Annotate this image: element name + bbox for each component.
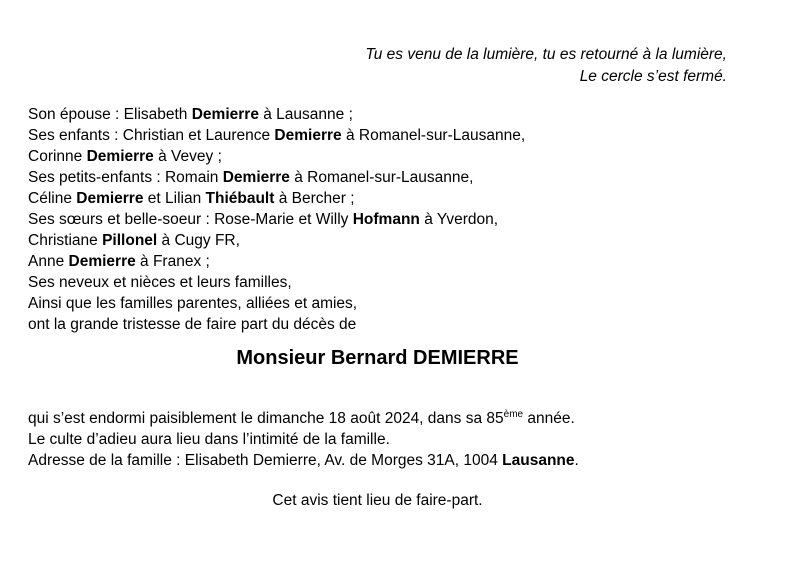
text-segment: et Lilian bbox=[143, 190, 206, 207]
epigraph bbox=[28, 44, 727, 88]
surname-bold: Thiébault bbox=[205, 190, 275, 207]
surname-bold: Pillonel bbox=[102, 232, 158, 249]
surname-bold: Demierre bbox=[76, 190, 144, 207]
text-line bbox=[28, 314, 727, 335]
text-segment: . bbox=[574, 452, 579, 469]
text-segment: à Franex ; bbox=[135, 253, 210, 270]
ordinal-superscript: ème bbox=[503, 408, 524, 420]
text-segment: à Yverdon, bbox=[419, 211, 499, 228]
funeral-details-paragraph bbox=[28, 408, 727, 471]
text-line bbox=[28, 104, 727, 125]
text-segment: à Lausanne ; bbox=[258, 106, 353, 123]
text-line bbox=[28, 146, 727, 167]
text-line bbox=[28, 167, 727, 188]
text-segment: année. bbox=[523, 410, 575, 427]
text-segment: à Bercher ; bbox=[274, 190, 355, 207]
surname-bold: Demierre bbox=[68, 253, 136, 270]
epigraph-line-1: Tu es venu de la lumière, tu es retourné à la lumière, bbox=[365, 46, 727, 63]
text-segment: Ses sœurs et belle-soeur : Rose-Marie et Willy bbox=[28, 211, 353, 228]
surname-bold: Lausanne bbox=[502, 452, 575, 469]
text-segment: Ainsi que les familles parentes, alliées et amies, bbox=[28, 295, 358, 312]
epigraph-line-2: Le cercle s’est fermé. bbox=[579, 68, 727, 85]
text-segment: Adresse de la famille : Elisabeth Demierre, Av. de Morges 31A, 1004 bbox=[28, 452, 503, 469]
text-line bbox=[28, 125, 727, 146]
text-segment: Corinne bbox=[28, 148, 87, 165]
text-segment: Son épouse : Elisabeth bbox=[28, 106, 192, 123]
text-line bbox=[28, 450, 727, 471]
text-segment: qui s’est endormi paisiblement le dimanche 18 août 2024, dans sa 85 bbox=[28, 410, 504, 427]
text-segment: à Vevey ; bbox=[153, 148, 222, 165]
text-line bbox=[28, 209, 727, 230]
text-segment: ont la grande tristesse de faire part du décès de bbox=[28, 316, 357, 333]
closing-statement: Cet avis tient lieu de faire-part. bbox=[272, 492, 483, 509]
text-segment: à Romanel-sur-Lausanne, bbox=[341, 127, 526, 144]
text-line bbox=[28, 408, 727, 429]
surname-bold: Demierre bbox=[222, 169, 290, 186]
text-segment: Ses petits-enfants : Romain bbox=[28, 169, 223, 186]
surname-bold: Demierre bbox=[274, 127, 342, 144]
text-line bbox=[28, 293, 727, 314]
text-segment: Anne bbox=[28, 253, 69, 270]
text-line bbox=[28, 230, 727, 251]
text-line bbox=[28, 272, 727, 293]
surname-bold: Demierre bbox=[86, 148, 154, 165]
surname-bold: Hofmann bbox=[352, 211, 420, 228]
text-line bbox=[28, 251, 727, 272]
deceased-name-title: Monsieur Bernard DEMIERRE bbox=[236, 347, 519, 369]
text-segment: à Romanel-sur-Lausanne, bbox=[289, 169, 474, 186]
text-segment: Céline bbox=[28, 190, 77, 207]
surname-bold: Demierre bbox=[191, 106, 259, 123]
text-segment: Ses enfants : Christian et Laurence bbox=[28, 127, 275, 144]
text-segment: à Cugy FR, bbox=[157, 232, 240, 249]
text-segment: Le culte d’adieu aura lieu dans l’intimité de la famille. bbox=[28, 431, 390, 448]
text-segment: Christiane bbox=[28, 232, 103, 249]
text-segment: Ses neveux et nièces et leurs familles, bbox=[28, 274, 292, 291]
family-announcement-paragraph bbox=[28, 104, 727, 335]
text-line bbox=[28, 429, 727, 450]
text-line bbox=[28, 188, 727, 209]
